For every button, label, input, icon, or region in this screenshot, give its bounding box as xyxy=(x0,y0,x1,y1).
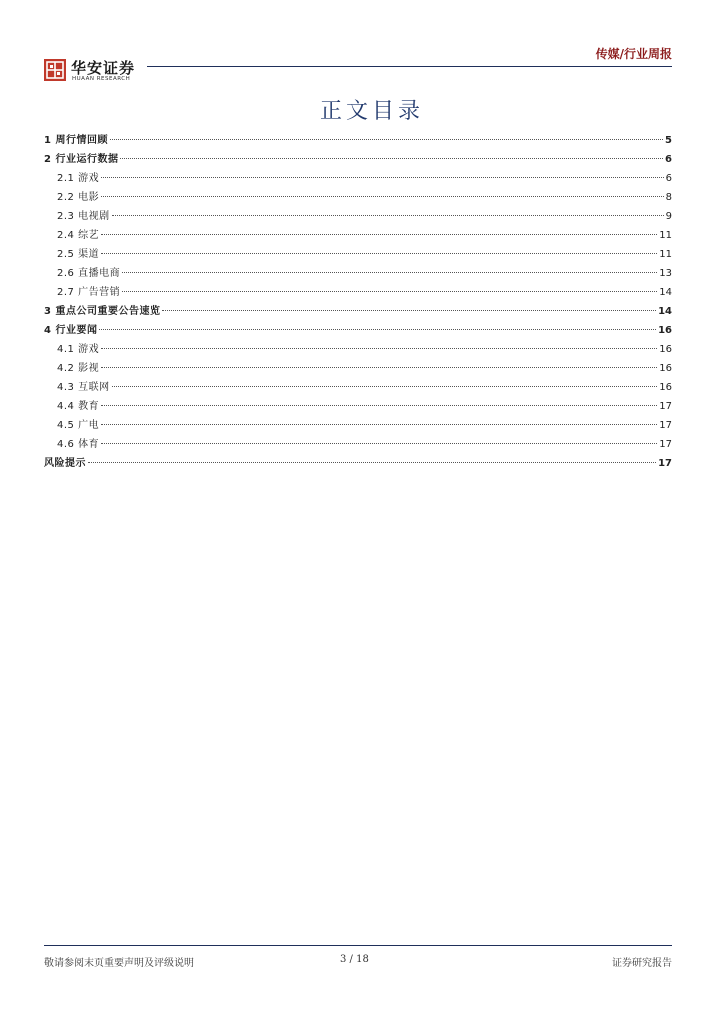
huaan-seal-icon xyxy=(44,59,66,81)
toc-entry-page: 13 xyxy=(659,268,672,279)
toc-leader-dots xyxy=(112,386,658,387)
toc-entry-page: 11 xyxy=(659,249,672,260)
toc-leader-dots xyxy=(112,215,664,216)
toc-entry-title: 2.3 电视剧 xyxy=(57,211,110,222)
toc-entry-title: 1 周行情回顾 xyxy=(44,135,108,146)
toc-entry-title: 2.7 广告营销 xyxy=(57,287,121,298)
toc-entry-page: 16 xyxy=(658,325,672,336)
toc-entry-page: 16 xyxy=(659,363,672,374)
toc-entry-page: 6 xyxy=(665,173,672,184)
toc-entry-page: 11 xyxy=(659,230,672,241)
toc-leader-dots xyxy=(122,272,657,273)
toc-entry-title: 4.5 广电 xyxy=(57,420,100,431)
toc-entry-page: 8 xyxy=(665,192,672,203)
toc-entry-page: 17 xyxy=(658,458,672,469)
toc-entry-page: 16 xyxy=(659,382,672,393)
toc-entry-page: 17 xyxy=(659,401,672,412)
toc-leader-dots xyxy=(162,310,656,311)
toc-leader-dots xyxy=(101,367,657,368)
toc-entry-title: 2.2 电影 xyxy=(57,192,100,203)
toc-entry[interactable] xyxy=(44,150,672,169)
toc-entry-page: 9 xyxy=(665,211,672,222)
toc-entry-page: 14 xyxy=(659,287,672,298)
toc-entry-page: 17 xyxy=(659,420,672,431)
toc-entry[interactable] xyxy=(44,207,672,226)
toc-entry-page: 6 xyxy=(665,154,672,165)
toc-entry-title: 2.6 直播电商 xyxy=(57,268,121,279)
toc-leader-dots xyxy=(88,462,656,463)
footer-divider xyxy=(44,945,672,946)
toc-entry[interactable] xyxy=(44,264,672,283)
toc-entry[interactable] xyxy=(44,340,672,359)
table-of-contents xyxy=(44,131,672,473)
toc-entry[interactable] xyxy=(44,435,672,454)
toc-entry-title: 风险提示 xyxy=(44,458,86,469)
toc-entry-page: 5 xyxy=(665,135,672,146)
toc-leader-dots xyxy=(101,443,657,444)
toc-entry[interactable] xyxy=(44,169,672,188)
toc-leader-dots xyxy=(99,329,656,330)
toc-entry[interactable] xyxy=(44,283,672,302)
toc-leader-dots xyxy=(101,234,657,235)
toc-entry-title: 2.4 综艺 xyxy=(57,230,100,241)
toc-leader-dots xyxy=(101,348,657,349)
toc-entry-title: 4.6 体育 xyxy=(57,439,100,450)
page-title: 正文目录 xyxy=(319,99,424,124)
toc-leader-dots xyxy=(110,139,663,140)
toc-entry[interactable] xyxy=(44,302,672,321)
toc-entry[interactable] xyxy=(44,245,672,264)
toc-leader-dots xyxy=(120,158,663,159)
toc-leader-dots xyxy=(122,291,657,292)
toc-entry-title: 2.1 游戏 xyxy=(57,173,100,184)
toc-entry-page: 17 xyxy=(659,439,672,450)
toc-entry-title: 2 行业运行数据 xyxy=(44,154,119,165)
company-logo xyxy=(44,57,154,87)
toc-entry-title: 4.2 影视 xyxy=(57,363,100,374)
toc-leader-dots xyxy=(101,253,657,254)
toc-entry-page: 16 xyxy=(659,344,672,355)
footer-disclaimer: 敬请参阅末页重要声明及评级说明 xyxy=(44,958,194,969)
toc-entry-title: 4.3 互联网 xyxy=(57,382,110,393)
toc-entry-title: 4 行业要闻 xyxy=(44,325,98,336)
toc-leader-dots xyxy=(101,405,657,406)
toc-entry[interactable] xyxy=(44,416,672,435)
page-number: 3 / 18 xyxy=(340,954,369,965)
toc-entry[interactable] xyxy=(44,454,672,473)
logo-chinese-name: 华安证券 xyxy=(71,59,136,77)
report-type: 证券研究报告 xyxy=(612,958,672,969)
toc-leader-dots xyxy=(101,177,664,178)
report-category: 传媒/行业周报 xyxy=(595,47,672,61)
toc-entry-title: 4.4 教育 xyxy=(57,401,100,412)
toc-leader-dots xyxy=(101,424,657,425)
toc-entry[interactable] xyxy=(44,378,672,397)
toc-entry-page: 14 xyxy=(658,306,672,317)
toc-entry[interactable] xyxy=(44,397,672,416)
toc-entry[interactable] xyxy=(44,226,672,245)
header-divider xyxy=(147,66,672,67)
toc-entry-title: 3 重点公司重要公告速览 xyxy=(44,306,161,317)
toc-entry[interactable] xyxy=(44,131,672,150)
logo-english-name: HUAAN RESEARCH xyxy=(72,76,131,82)
toc-entry[interactable] xyxy=(44,359,672,378)
toc-entry-title: 4.1 游戏 xyxy=(57,344,100,355)
toc-entry[interactable] xyxy=(44,188,672,207)
toc-entry[interactable] xyxy=(44,321,672,340)
toc-leader-dots xyxy=(101,196,664,197)
toc-entry-title: 2.5 渠道 xyxy=(57,249,100,260)
